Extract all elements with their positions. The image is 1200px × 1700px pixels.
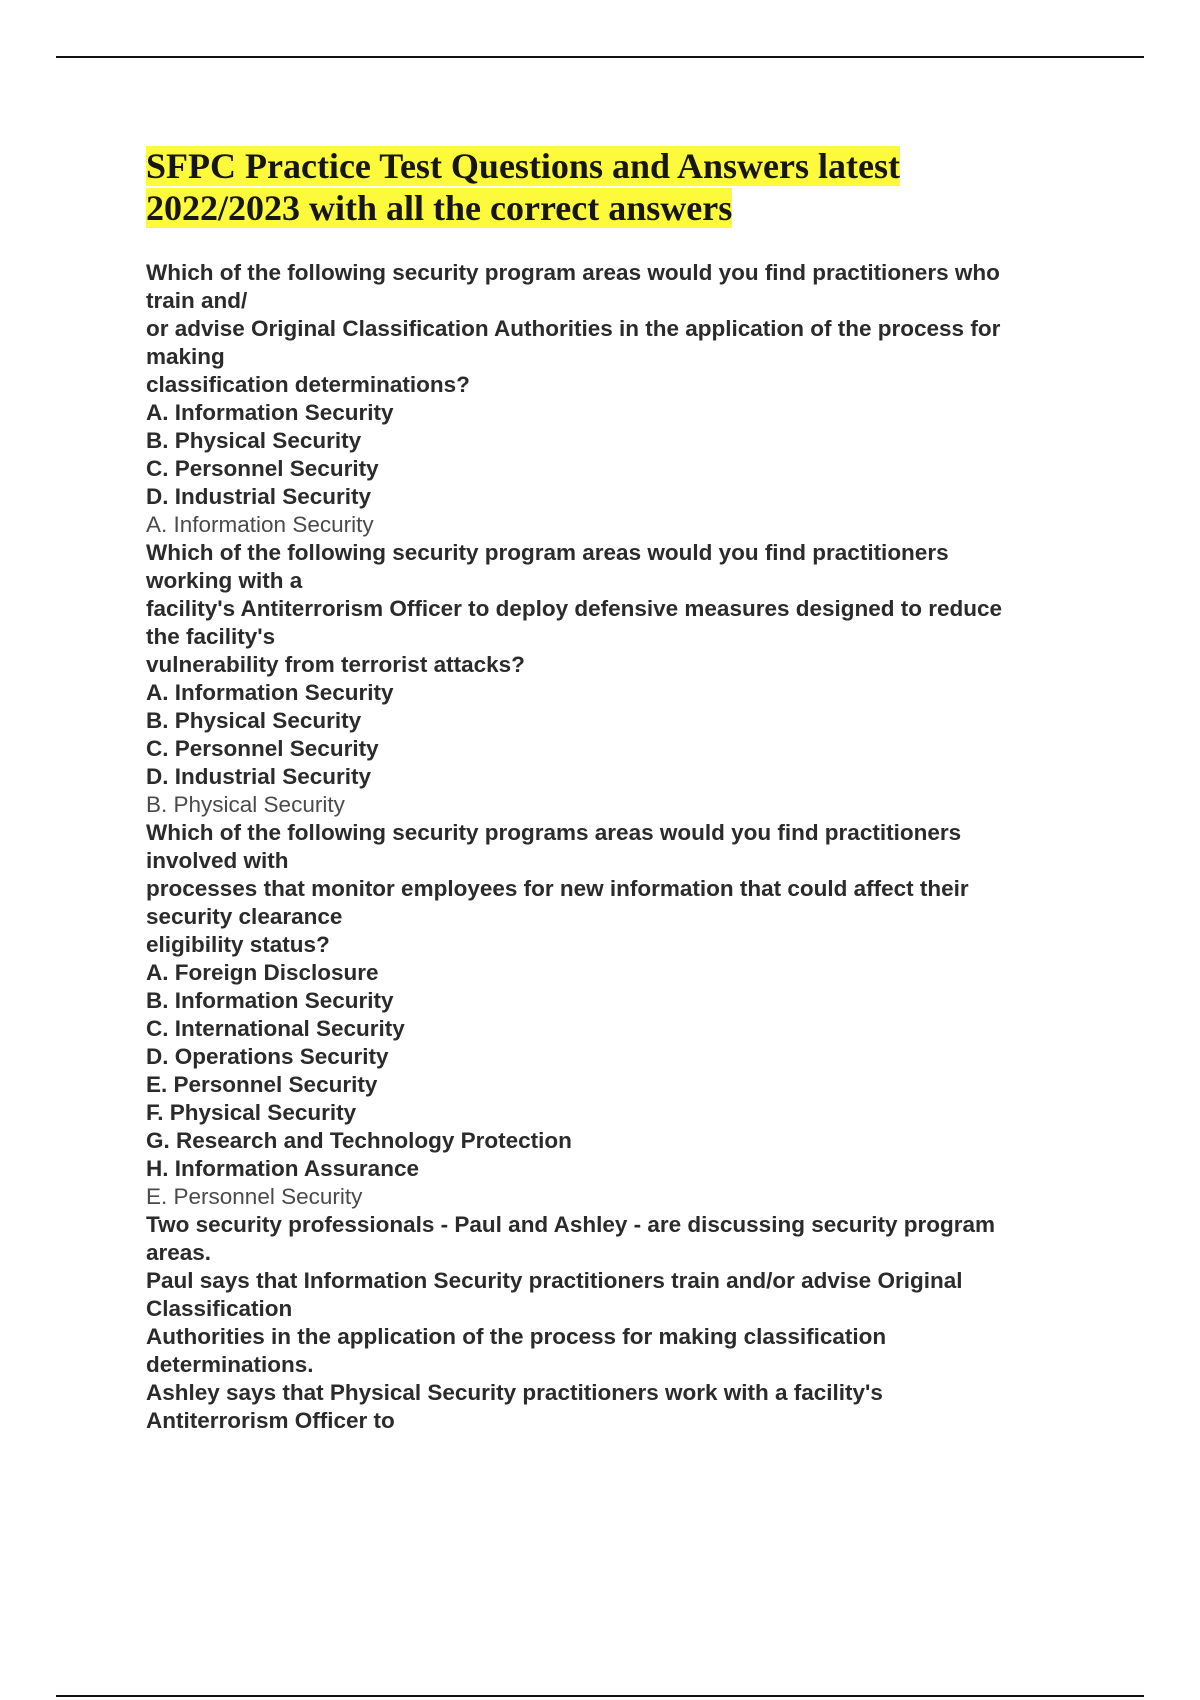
- question-text-line: processes that monitor employees for new information that could affect their: [146, 876, 969, 901]
- question-text-line: Two security professionals - Paul and Ashley - are discussing security program: [146, 1212, 996, 1237]
- title-line-1: SFPC Practice Test Questions and Answers latest: [146, 146, 900, 186]
- answer-option: H. Information Assurance: [146, 1156, 419, 1181]
- question-text-line: train and/: [146, 288, 248, 313]
- question-text-line: determinations.: [146, 1352, 314, 1377]
- answer-option: D. Industrial Security: [146, 484, 372, 509]
- question-text-line: the facility's: [146, 624, 276, 649]
- question-list: [146, 259, 1086, 1435]
- question-text-line: eligibility status?: [146, 932, 330, 957]
- question-text-line: Paul says that Information Security practitioners train and/or advise Original: [146, 1268, 963, 1293]
- question-text-line: Antiterrorism Officer to: [146, 1408, 395, 1433]
- question-text-line: making: [146, 344, 225, 369]
- answer-option: A. Foreign Disclosure: [146, 960, 379, 985]
- answer-option: C. Personnel Security: [146, 736, 379, 761]
- answer-option: A. Information Security: [146, 400, 394, 425]
- answer-option: F. Physical Security: [146, 1100, 357, 1125]
- question-text-line: Classification: [146, 1296, 293, 1321]
- footer-rule: [56, 1695, 1144, 1697]
- document-title: [146, 145, 1046, 229]
- question-text-line: involved with: [146, 848, 289, 873]
- answer-option: B. Physical Security: [146, 708, 362, 733]
- question-text-line: working with a: [146, 568, 303, 593]
- question-text-line: Which of the following security programs areas would you find practitioners: [146, 820, 962, 845]
- question-text-line: Which of the following security program areas would you find practitioners who: [146, 260, 1000, 285]
- question-text-line: Which of the following security program areas would you find practitioners: [146, 540, 949, 565]
- question-block: [146, 539, 1086, 819]
- answer-option: C. International Security: [146, 1016, 405, 1041]
- question-block: [146, 819, 1086, 1211]
- answer-option: C. Personnel Security: [146, 456, 379, 481]
- question-block: [146, 1211, 1086, 1435]
- correct-answer: E. Personnel Security: [146, 1184, 363, 1209]
- answer-option: B. Information Security: [146, 988, 394, 1013]
- question-block: [146, 259, 1086, 539]
- question-text-line: facility's Antiterrorism Officer to deploy defensive measures designed to reduce: [146, 596, 1003, 621]
- question-text-line: areas.: [146, 1240, 212, 1265]
- answer-option: D. Operations Security: [146, 1044, 389, 1069]
- answer-option: E. Personnel Security: [146, 1072, 378, 1097]
- question-text-line: Authorities in the application of the process for making classification: [146, 1324, 887, 1349]
- answer-option: G. Research and Technology Protection: [146, 1128, 572, 1153]
- question-text-line: classification determinations?: [146, 372, 470, 397]
- title-line-2: 2022/2023 with all the correct answers: [146, 188, 733, 228]
- header-rule: [56, 56, 1144, 58]
- question-text-line: vulnerability from terrorist attacks?: [146, 652, 525, 677]
- answer-option: B. Physical Security: [146, 428, 362, 453]
- question-text-line: security clearance: [146, 904, 343, 929]
- correct-answer: B. Physical Security: [146, 792, 345, 817]
- answer-option: A. Information Security: [146, 680, 394, 705]
- question-text-line: Ashley says that Physical Security practitioners work with a facility's: [146, 1380, 883, 1405]
- question-text-line: or advise Original Classification Authorities in the application of the process for: [146, 316, 1001, 341]
- correct-answer: A. Information Security: [146, 512, 374, 537]
- answer-option: D. Industrial Security: [146, 764, 372, 789]
